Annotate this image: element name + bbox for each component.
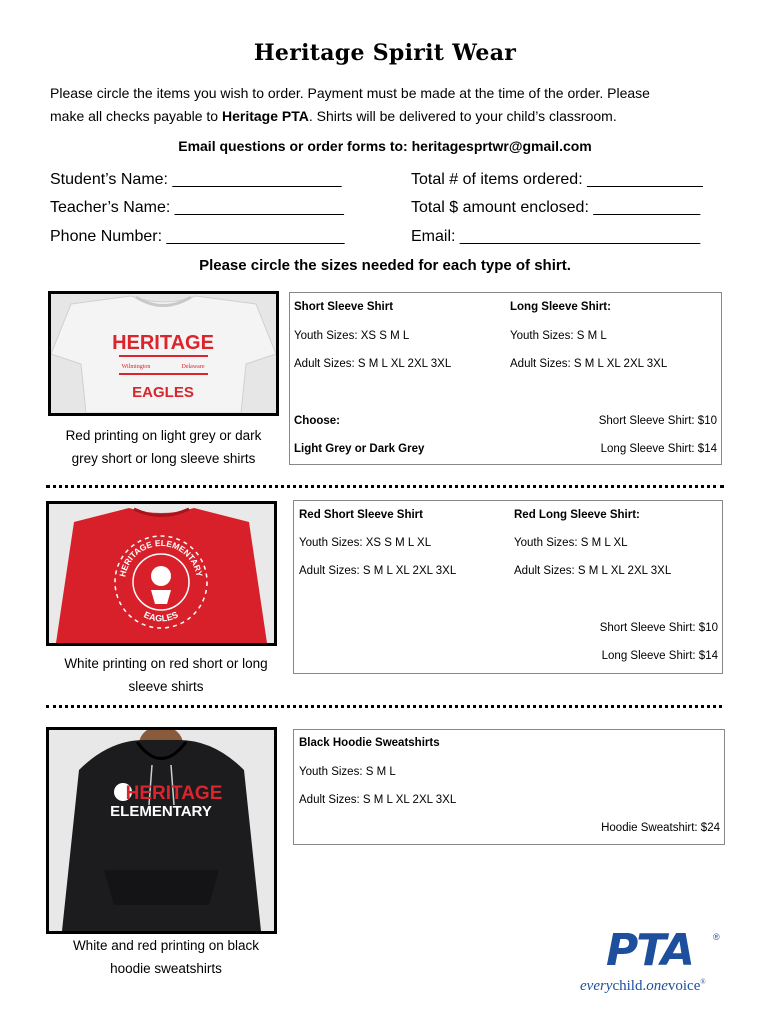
red-long-sleeve-header: Red Long Sleeve Shirt: bbox=[514, 509, 640, 521]
short-adult-sizes[interactable]: Adult Sizes: S M L XL 2XL 3XL bbox=[294, 358, 452, 370]
page-title: Heritage Spirit Wear bbox=[253, 40, 517, 66]
pta-wordmark: PTA bbox=[606, 925, 693, 976]
short-youth-sizes[interactable]: Youth Sizes: XS S M L bbox=[294, 330, 410, 342]
red-short-youth-sizes[interactable]: Youth Sizes: XS S M L XL bbox=[299, 537, 432, 549]
caption-line: sleeve shirts bbox=[128, 679, 204, 694]
shirt-print-heritage: HERITAGE bbox=[112, 332, 214, 354]
section2-order-box bbox=[293, 500, 723, 674]
red-shirt-image bbox=[49, 504, 274, 643]
hoodie-print-elementary: ELEMENTARY bbox=[110, 803, 212, 820]
tagline-voice: voice bbox=[667, 978, 701, 994]
pta-tagline bbox=[580, 978, 706, 995]
red-shirt-photo bbox=[46, 501, 277, 646]
total-amount-field[interactable]: Total $ amount enclosed: ____________ bbox=[411, 199, 701, 216]
hoodie-header: Black Hoodie Sweatshirts bbox=[299, 737, 440, 749]
red-long-adult-sizes[interactable]: Adult Sizes: S M L XL 2XL 3XL bbox=[514, 565, 672, 577]
pta-logo bbox=[580, 925, 745, 1000]
grey-tshirt-photo bbox=[48, 291, 279, 416]
section-divider bbox=[46, 485, 724, 488]
section3-caption bbox=[46, 934, 286, 980]
caption-line: Red printing on light grey or dark bbox=[65, 428, 262, 443]
phone-number-field[interactable]: Phone Number: ____________________ bbox=[50, 228, 345, 245]
section-divider bbox=[46, 705, 722, 708]
hoodie-adult-sizes[interactable]: Adult Sizes: S M L XL 2XL 3XL bbox=[299, 794, 457, 806]
red-short-adult-sizes[interactable]: Adult Sizes: S M L XL 2XL 3XL bbox=[299, 565, 457, 577]
section2-caption bbox=[46, 652, 286, 698]
intro-line-2 bbox=[50, 105, 730, 128]
red-price-short-sleeve: Short Sleeve Shirt: $10 bbox=[599, 622, 718, 634]
section1-caption bbox=[48, 424, 279, 470]
intro-paragraph bbox=[50, 82, 730, 128]
shirt-print-city: Wilmington bbox=[121, 364, 151, 370]
price-short-sleeve: Short Sleeve Shirt: $10 bbox=[598, 415, 717, 427]
grey-tshirt-image bbox=[51, 294, 276, 413]
section1-order-box bbox=[289, 292, 722, 465]
contact-email-line: Email questions or order forms to: heritagesprtwr@gmail.com bbox=[178, 138, 592, 154]
caption-line: hoodie sweatshirts bbox=[110, 961, 222, 976]
sizes-instruction: Please circle the sizes needed for each type of shirt. bbox=[199, 257, 571, 274]
choose-label: Choose: bbox=[294, 415, 340, 427]
color-options[interactable]: Light Grey or Dark Grey bbox=[294, 443, 425, 455]
total-items-field[interactable]: Total # of items ordered: _____________ bbox=[411, 171, 703, 188]
pta-registered-mark: ® bbox=[713, 932, 720, 942]
intro-line-1: Please circle the items you wish to order. Payment must be made at the time of the order. Please bbox=[50, 85, 650, 101]
tagline-child: child. bbox=[612, 978, 647, 994]
intro-text: . Shirts will be delivered to your child’s classroom. bbox=[308, 108, 617, 124]
long-youth-sizes[interactable]: Youth Sizes: S M L bbox=[510, 330, 607, 342]
hoodie-youth-sizes[interactable]: Youth Sizes: S M L bbox=[299, 766, 396, 778]
ring-print-bottom: EAGLES bbox=[142, 609, 180, 624]
hoodie-print-heritage: HERITAGE bbox=[125, 783, 223, 804]
short-sleeve-header: Short Sleeve Shirt bbox=[294, 301, 394, 313]
caption-line: White and red printing on black bbox=[72, 938, 260, 953]
teacher-name-field[interactable]: Teacher’s Name: ___________________ bbox=[50, 199, 344, 216]
ring-print-top: HERITAGE ELEMENTARY bbox=[117, 537, 205, 578]
email-field[interactable]: Email: ___________________________ bbox=[411, 228, 701, 245]
hoodie-price: Hoodie Sweatshirt: $24 bbox=[601, 822, 720, 834]
long-sleeve-header: Long Sleeve Shirt: bbox=[510, 301, 611, 313]
red-short-sleeve-header: Red Short Sleeve Shirt bbox=[299, 509, 423, 521]
black-hoodie-image bbox=[49, 730, 274, 931]
long-adult-sizes[interactable]: Adult Sizes: S M L XL 2XL 3XL bbox=[510, 358, 668, 370]
section3-order-box bbox=[293, 729, 725, 845]
price-long-sleeve: Long Sleeve Shirt: $14 bbox=[600, 443, 717, 455]
caption-line: grey short or long sleeve shirts bbox=[71, 451, 256, 466]
tagline-every: every bbox=[580, 978, 613, 994]
shirt-print-state: Delaware bbox=[181, 364, 205, 370]
red-long-youth-sizes[interactable]: Youth Sizes: S M L XL bbox=[514, 537, 628, 549]
red-price-long-sleeve: Long Sleeve Shirt: $14 bbox=[601, 650, 718, 662]
student-name-field[interactable]: Student’s Name: ___________________ bbox=[50, 171, 342, 188]
black-hoodie-photo bbox=[46, 727, 277, 934]
caption-line: White printing on red short or long bbox=[64, 656, 268, 671]
shirt-print-eagles: EAGLES bbox=[132, 384, 194, 401]
tagline-one: one bbox=[646, 978, 668, 994]
payee-name: Heritage PTA bbox=[221, 108, 309, 124]
tagline-registered-mark: ® bbox=[700, 978, 706, 986]
intro-text: make all checks payable to bbox=[50, 108, 222, 124]
